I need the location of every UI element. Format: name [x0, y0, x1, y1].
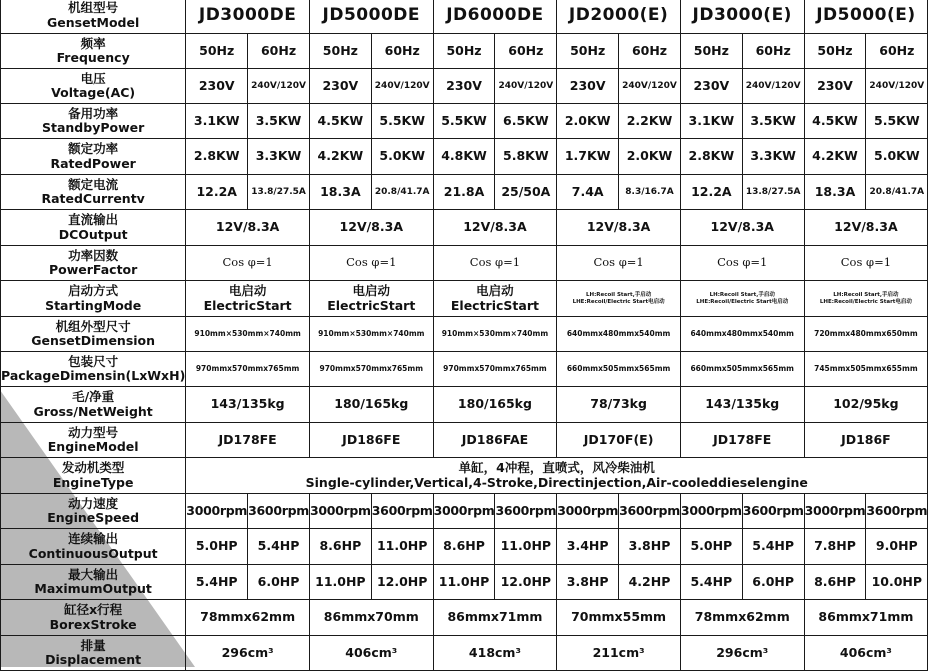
frequency-cell: 50Hz — [309, 34, 371, 69]
rated-current-cell: 18.3A — [804, 175, 866, 210]
rated-power-cell: 4.2KW — [804, 139, 866, 175]
continuous-output-cell: 3.4HP — [557, 529, 619, 565]
rated-power-cell: 3.3KW — [742, 139, 804, 175]
engine-speed-cell: 3000rpm — [309, 494, 371, 529]
row-dc-output — [1, 210, 928, 246]
maximum-output-cell: 12.0HP — [495, 565, 557, 600]
voltage-cell: 240V/120V — [495, 69, 557, 104]
weight-cell: 143/135kg — [680, 387, 804, 423]
voltage-cell: 240V/120V — [866, 69, 928, 104]
maximum-output-cell: 6.0HP — [248, 565, 310, 600]
row-rated-current — [1, 175, 928, 210]
genset-dimension-cell: 640mmx480mmx540mm — [680, 317, 804, 352]
engine-speed-cell: 3600rpm — [742, 494, 804, 529]
standby-power-cell: 6.5KW — [495, 104, 557, 139]
bore-stroke-cell: 86mmx70mm — [309, 600, 433, 636]
dc-output-cell: 12V/8.3A — [309, 210, 433, 246]
frequency-cell: 50Hz — [557, 34, 619, 69]
weight-cell: 180/165kg — [309, 387, 433, 423]
rated-current-cell: 20.8/41.7A — [371, 175, 433, 210]
frequency-cell: 50Hz — [433, 34, 495, 69]
displacement-cell: 418cm³ — [433, 636, 557, 671]
dc-output-cell: 12V/8.3A — [433, 210, 557, 246]
rated-power-cell: 4.2KW — [309, 139, 371, 175]
frequency-cell: 60Hz — [495, 34, 557, 69]
dc-output-cell: 12V/8.3A — [680, 210, 804, 246]
package-dimension-cell: 970mmx570mmx765mm — [309, 352, 433, 387]
frequency-cell: 60Hz — [619, 34, 681, 69]
voltage-cell: 240V/120V — [248, 69, 310, 104]
engine-model-cell: JD186FE — [309, 423, 433, 458]
row-power-factor — [1, 246, 928, 281]
maximum-output-cell: 11.0HP — [309, 565, 371, 600]
maximum-output-cell: 8.6HP — [804, 565, 866, 600]
package-dimension-cell: 660mmx505mmx565mm — [557, 352, 681, 387]
rated-current-cell: 12.2A — [186, 175, 248, 210]
displacement-cell: 296cm³ — [680, 636, 804, 671]
engine-speed-cell: 3000rpm — [680, 494, 742, 529]
label-rated-current: 额定电流 RatedCurrentv — [1, 175, 186, 210]
engine-speed-cell: 3600rpm — [619, 494, 681, 529]
voltage-cell: 230V — [186, 69, 248, 104]
maximum-output-cell: 3.8HP — [557, 565, 619, 600]
row-continuous-output — [1, 529, 928, 565]
genset-dimension-cell: 910mm×530mm×740mm — [186, 317, 310, 352]
displacement-cell: 296cm³ — [186, 636, 310, 671]
engine-speed-cell: 3000rpm — [186, 494, 248, 529]
package-dimension-cell: 970mmx570mmx765mm — [433, 352, 557, 387]
engine-speed-cell: 3600rpm — [495, 494, 557, 529]
maximum-output-cell: 6.0HP — [742, 565, 804, 600]
continuous-output-cell: 5.0HP — [680, 529, 742, 565]
engine-speed-cell: 3600rpm — [248, 494, 310, 529]
label-standby-power: 备用功率 StandbyPower — [1, 104, 186, 139]
model-cell: JD5000(E) — [804, 0, 928, 34]
starting-mode-cell: 电启动 ElectricStart — [433, 281, 557, 317]
engine-speed-cell: 3600rpm — [866, 494, 928, 529]
maximum-output-cell: 5.4HP — [680, 565, 742, 600]
label-frequency: 频率 Frequency — [1, 34, 186, 69]
label-model: 机组型号 GensetModel — [1, 0, 186, 34]
label-weight: 毛/净重 Gross/NetWeight — [1, 387, 186, 423]
bore-stroke-cell: 86mmx71mm — [433, 600, 557, 636]
continuous-output-cell: 8.6HP — [309, 529, 371, 565]
rated-power-cell: 2.8KW — [680, 139, 742, 175]
row-model — [1, 0, 928, 34]
rated-power-cell: 1.7KW — [557, 139, 619, 175]
bore-stroke-cell: 78mmx62mm — [680, 600, 804, 636]
continuous-output-cell: 8.6HP — [433, 529, 495, 565]
continuous-output-cell: 3.8HP — [619, 529, 681, 565]
genset-dimension-cell: 910mm×530mm×740mm — [309, 317, 433, 352]
voltage-cell: 240V/120V — [742, 69, 804, 104]
starting-mode-cell: 电启动 ElectricStart — [186, 281, 310, 317]
rated-power-cell: 5.8KW — [495, 139, 557, 175]
frequency-cell: 60Hz — [371, 34, 433, 69]
dc-output-cell: 12V/8.3A — [557, 210, 681, 246]
standby-power-cell: 3.5KW — [742, 104, 804, 139]
maximum-output-cell: 12.0HP — [371, 565, 433, 600]
rated-current-cell: 25/50A — [495, 175, 557, 210]
power-factor-cell: Cos φ=1 — [557, 246, 681, 281]
power-factor-cell: Cos φ=1 — [680, 246, 804, 281]
rated-power-cell: 3.3KW — [248, 139, 310, 175]
continuous-output-cell: 11.0HP — [495, 529, 557, 565]
label-package-dimension: 包装尺寸 PackageDimensin(LxWxH) — [1, 352, 186, 387]
rated-current-cell: 20.8/41.7A — [866, 175, 928, 210]
label-continuous-output: 连续输出 ContinuousOutput — [1, 529, 186, 565]
starting-mode-cell: LH:Recoil Start,手启动 LHE:Recoil/Electric Start电启动 — [557, 281, 681, 317]
maximum-output-cell: 5.4HP — [186, 565, 248, 600]
label-engine-model: 动力型号 EngineModel — [1, 423, 186, 458]
standby-power-cell: 4.5KW — [804, 104, 866, 139]
label-engine-type: 发动机类型 EngineType — [1, 458, 186, 494]
displacement-cell: 211cm³ — [557, 636, 681, 671]
voltage-cell: 230V — [557, 69, 619, 104]
continuous-output-cell: 9.0HP — [866, 529, 928, 565]
rated-power-cell: 5.0KW — [371, 139, 433, 175]
label-bore-stroke: 缸径x行程 BorexStroke — [1, 600, 186, 636]
continuous-output-cell: 5.0HP — [186, 529, 248, 565]
label-genset-dimension: 机组外型尺寸 GensetDimension — [1, 317, 186, 352]
standby-power-cell: 5.5KW — [371, 104, 433, 139]
rated-current-cell: 7.4A — [557, 175, 619, 210]
power-factor-cell: Cos φ=1 — [804, 246, 928, 281]
weight-cell: 78/73kg — [557, 387, 681, 423]
voltage-cell: 230V — [309, 69, 371, 104]
standby-power-cell: 5.5KW — [866, 104, 928, 139]
standby-power-cell: 3.1KW — [680, 104, 742, 139]
engine-type-cell: 单缸，4冲程，直喷式，风冷柴油机 Single-cylinder,Vertical,4-Stroke,Directinjection,Air-cooleddieselengine — [186, 458, 928, 494]
weight-cell: 102/95kg — [804, 387, 928, 423]
power-factor-cell: Cos φ=1 — [433, 246, 557, 281]
maximum-output-cell: 11.0HP — [433, 565, 495, 600]
row-engine-type — [1, 458, 928, 494]
maximum-output-cell: 10.0HP — [866, 565, 928, 600]
starting-mode-cell: 电启动 ElectricStart — [309, 281, 433, 317]
frequency-cell: 50Hz — [680, 34, 742, 69]
engine-speed-cell: 3600rpm — [371, 494, 433, 529]
row-maximum-output — [1, 565, 928, 600]
engine-model-cell: JD170F(E) — [557, 423, 681, 458]
model-cell: JD3000DE — [186, 0, 310, 34]
row-starting-mode — [1, 281, 928, 317]
engine-speed-cell: 3000rpm — [557, 494, 619, 529]
engine-model-cell: JD186FAE — [433, 423, 557, 458]
displacement-cell: 406cm³ — [309, 636, 433, 671]
continuous-output-cell: 5.4HP — [248, 529, 310, 565]
package-dimension-cell: 660mmx505mmx565mm — [680, 352, 804, 387]
label-starting-mode: 启动方式 StartingMode — [1, 281, 186, 317]
row-bore-stroke — [1, 600, 928, 636]
model-cell: JD3000(E) — [680, 0, 804, 34]
rated-current-cell: 18.3A — [309, 175, 371, 210]
package-dimension-cell: 745mmx505mmx655mm — [804, 352, 928, 387]
maximum-output-cell: 4.2HP — [619, 565, 681, 600]
rated-current-cell: 12.2A — [680, 175, 742, 210]
standby-power-cell: 3.1KW — [186, 104, 248, 139]
row-weight — [1, 387, 928, 423]
rated-current-cell: 8.3/16.7A — [619, 175, 681, 210]
frequency-cell: 50Hz — [804, 34, 866, 69]
row-package-dimension — [1, 352, 928, 387]
rated-power-cell: 4.8KW — [433, 139, 495, 175]
rated-power-cell: 2.0KW — [619, 139, 681, 175]
voltage-cell: 240V/120V — [371, 69, 433, 104]
bore-stroke-cell: 70mmx55mm — [557, 600, 681, 636]
genset-dimension-cell: 720mmx480mmx650mm — [804, 317, 928, 352]
frequency-cell: 60Hz — [248, 34, 310, 69]
row-engine-speed — [1, 494, 928, 529]
power-factor-cell: Cos φ=1 — [186, 246, 310, 281]
model-cell: JD6000DE — [433, 0, 557, 34]
package-dimension-cell: 970mmx570mmx765mm — [186, 352, 310, 387]
voltage-cell: 230V — [433, 69, 495, 104]
standby-power-cell: 3.5KW — [248, 104, 310, 139]
dc-output-cell: 12V/8.3A — [186, 210, 310, 246]
rated-power-cell: 5.0KW — [866, 139, 928, 175]
bore-stroke-cell: 86mmx71mm — [804, 600, 928, 636]
standby-power-cell: 2.2KW — [619, 104, 681, 139]
label-engine-speed: 动力速度 EngineSpeed — [1, 494, 186, 529]
voltage-cell: 240V/120V — [619, 69, 681, 104]
engine-model-cell: JD186F — [804, 423, 928, 458]
label-rated-power: 额定功率 RatedPower — [1, 139, 186, 175]
rated-current-cell: 13.8/27.5A — [742, 175, 804, 210]
row-displacement — [1, 636, 928, 671]
label-maximum-output: 最大输出 MaximumOutput — [1, 565, 186, 600]
bore-stroke-cell: 78mmx62mm — [186, 600, 310, 636]
engine-model-cell: JD178FE — [680, 423, 804, 458]
label-displacement: 排量 Displacement — [1, 636, 186, 671]
continuous-output-cell: 11.0HP — [371, 529, 433, 565]
row-genset-dimension — [1, 317, 928, 352]
weight-cell: 180/165kg — [433, 387, 557, 423]
rated-current-cell: 21.8A — [433, 175, 495, 210]
genset-dimension-cell: 910mm×530mm×740mm — [433, 317, 557, 352]
row-standby-power — [1, 104, 928, 139]
weight-cell: 143/135kg — [186, 387, 310, 423]
standby-power-cell: 4.5KW — [309, 104, 371, 139]
genset-dimension-cell: 640mmx480mmx540mm — [557, 317, 681, 352]
rated-power-cell: 2.8KW — [186, 139, 248, 175]
label-power-factor: 功率因数 PowerFactor — [1, 246, 186, 281]
standby-power-cell: 2.0KW — [557, 104, 619, 139]
continuous-output-cell: 5.4HP — [742, 529, 804, 565]
frequency-cell: 50Hz — [186, 34, 248, 69]
engine-model-cell: JD178FE — [186, 423, 310, 458]
model-cell: JD2000(E) — [557, 0, 681, 34]
row-engine-model — [1, 423, 928, 458]
row-voltage — [1, 69, 928, 104]
row-frequency — [1, 34, 928, 69]
starting-mode-cell: LH:Recoil Start,手启动 LHE:Recoil/Electric Start电启动 — [680, 281, 804, 317]
label-voltage: 电压 Voltage(AC) — [1, 69, 186, 104]
displacement-cell: 406cm³ — [804, 636, 928, 671]
voltage-cell: 230V — [680, 69, 742, 104]
continuous-output-cell: 7.8HP — [804, 529, 866, 565]
standby-power-cell: 5.5KW — [433, 104, 495, 139]
label-dc-output: 直流输出 DCOutput — [1, 210, 186, 246]
frequency-cell: 60Hz — [866, 34, 928, 69]
frequency-cell: 60Hz — [742, 34, 804, 69]
rated-current-cell: 13.8/27.5A — [248, 175, 310, 210]
model-cell: JD5000DE — [309, 0, 433, 34]
row-rated-power — [1, 139, 928, 175]
power-factor-cell: Cos φ=1 — [309, 246, 433, 281]
dc-output-cell: 12V/8.3A — [804, 210, 928, 246]
starting-mode-cell: LH:Recoil Start,手启动 LHE:Recoil/Electric Start电启动 — [804, 281, 928, 317]
engine-speed-cell: 3000rpm — [804, 494, 866, 529]
engine-speed-cell: 3000rpm — [433, 494, 495, 529]
voltage-cell: 230V — [804, 69, 866, 104]
